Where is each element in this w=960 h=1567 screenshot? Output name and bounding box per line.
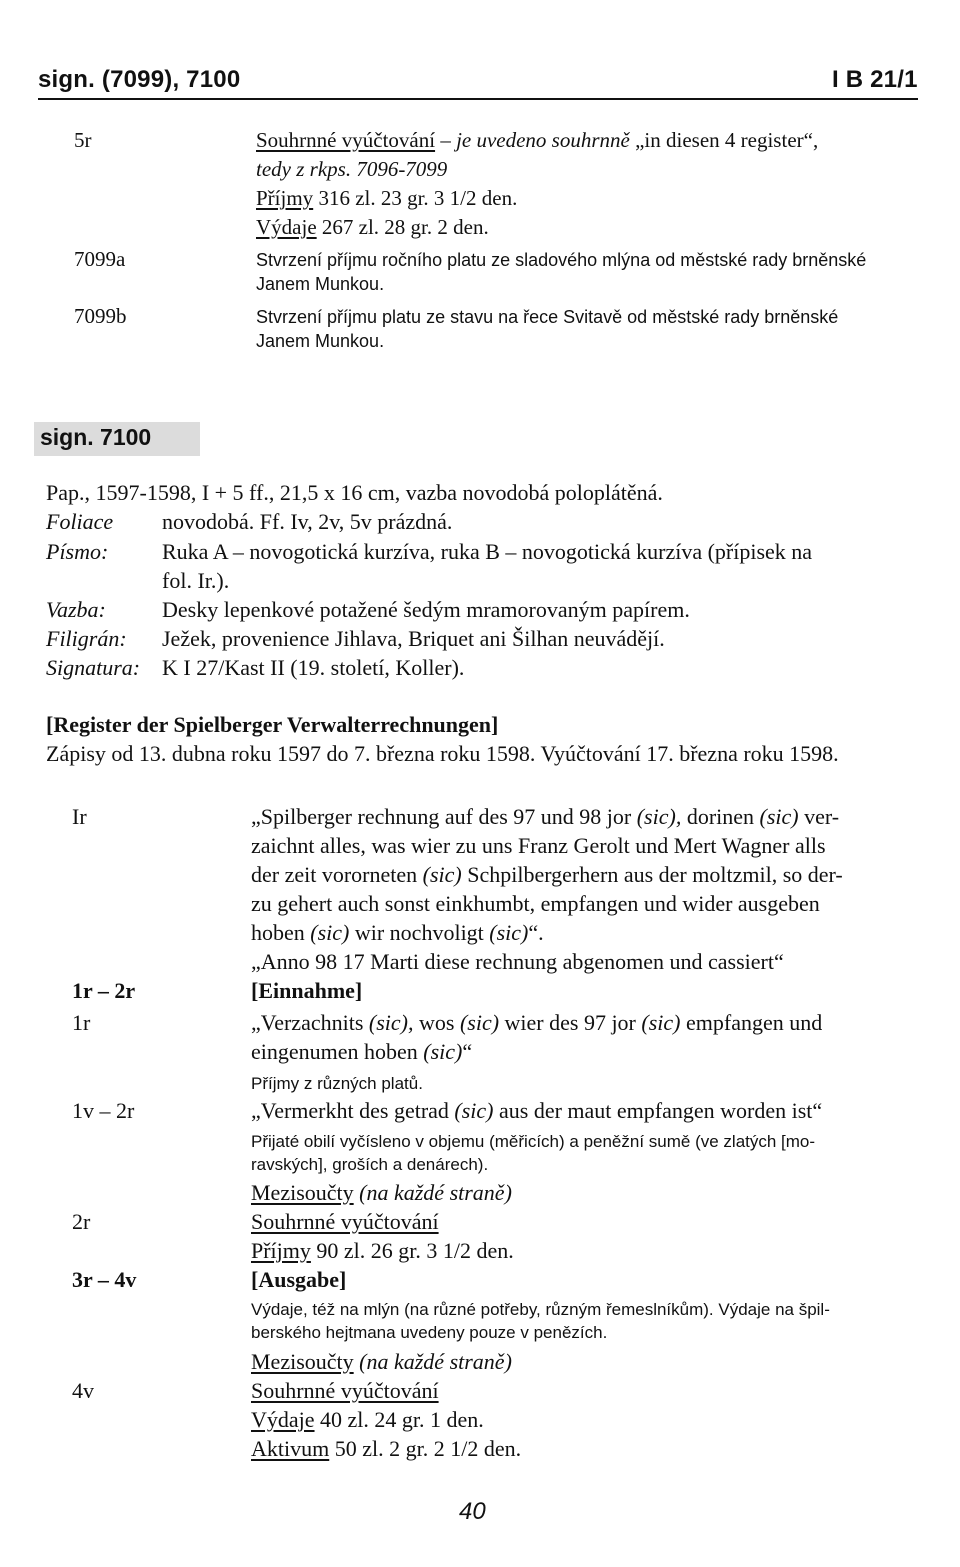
entry-5r-line1 [256, 126, 818, 155]
amount: 50 zl. 2 gr. 2 1/2 den. [329, 1436, 522, 1461]
quote: „in diesen 4 register“, [629, 128, 819, 152]
entry-2r-line1 [251, 1207, 439, 1237]
page-number: 40 [459, 1498, 486, 1525]
entry-Ir-line6: „Anno 98 17 Marti diese rechnung abgenomen und cassiert“ [251, 949, 784, 974]
txt: “ [462, 1039, 473, 1064]
note-italic: (na každé straně) [353, 1180, 512, 1205]
folio-1r: 1r [72, 1010, 91, 1035]
entry-1v-subtotals [251, 1178, 512, 1208]
heading-text: [Ausgabe] [251, 1267, 347, 1292]
txt: wier des 97 jor [499, 1010, 642, 1035]
label-vydaje: Výdaje [251, 1407, 315, 1432]
signatura-label [46, 653, 140, 683]
running-header-signature: sign. (7099), 7100 [38, 66, 241, 93]
folio-4v: 4v [72, 1378, 94, 1403]
folio-5r: 5r [74, 128, 92, 152]
txt: empfangen und [680, 1010, 823, 1035]
entry-1v-note1: Přijaté obilí vyčísleno v objemu (měřicích) a peněžní sumě (ve zlatých [mo- [251, 1132, 816, 1151]
sic: (sic), [636, 804, 682, 829]
note-italic-2: tedy z rkps. 7096-7099 [256, 157, 448, 181]
signatura-value: K I 27/Kast II (19. století, Koller). [162, 655, 465, 680]
label-souhrnne: Souhrnné vyúčtování [251, 1378, 439, 1403]
folio-3r-4v [72, 1265, 136, 1295]
entry-Ir-line4: zu gehert auch sonst einkhumbt, empfangen und wider ausgeben [251, 891, 820, 916]
txt: „Spilberger rechnung auf des 97 und 98 jor [251, 804, 637, 829]
entry-4v-line2 [251, 1405, 484, 1435]
sic: (sic), [368, 1010, 414, 1035]
filigran-value: Ježek, provenience Jihlava, Briquet ani Šilhan neuvádějí. [162, 626, 665, 651]
amount-vydaje: 267 zl. 28 gr. 2 den. [316, 215, 489, 239]
entry-5r-line4 [256, 213, 489, 242]
entry-7099a-line2: Janem Munkou. [256, 274, 385, 294]
txt: der zeit vororneten [251, 862, 423, 887]
txt: dorinen [681, 804, 760, 829]
foliace-value: novodobá. Ff. Iv, 2v, 5v prázdná. [162, 509, 453, 534]
txt: wir nochvoligt [349, 920, 490, 945]
txt: Schpilbergerhern aus der moltzmil, so der- [461, 862, 843, 887]
register-title-text: [Register der Spielberger Verwalterrechnungen] [46, 712, 499, 737]
note-italic: – je uvedeno souhrnně [435, 128, 630, 152]
sic: (sic) [310, 920, 350, 945]
txt: aus der maut empfangen worden ist“ [493, 1098, 823, 1123]
pismo-label-text: Písmo: [46, 539, 109, 564]
entry-4v-line3 [251, 1434, 521, 1464]
entry-5r-line3 [256, 184, 517, 213]
heading-text: [Einnahme] [251, 978, 363, 1003]
folio-7099b: 7099b [74, 304, 127, 328]
sic: (sic) [641, 1010, 681, 1035]
txt: hoben [251, 920, 311, 945]
pismo-label [46, 537, 108, 567]
ausgabe-subtotals [251, 1347, 512, 1377]
ausgabe-note1: Výdaje, též na mlýn (na různé potřeby, různým řemeslníkům). Výdaje na špil- [251, 1300, 830, 1319]
entry-1v-note2: ravských], groších a denárech). [251, 1155, 489, 1174]
sic: (sic) [422, 862, 462, 887]
folio-7099a: 7099a [74, 247, 126, 271]
txt: „Verzachnits [251, 1010, 369, 1035]
entry-1r-line2 [251, 1037, 472, 1067]
filigran-label [46, 624, 127, 654]
pismo-value-1: Ruka A – novogotická kurzíva, ruka B – novogotická kurzíva (přípisek na [162, 539, 813, 564]
folio-1r-2r [72, 976, 135, 1006]
folio-1v-2r: 1v – 2r [72, 1098, 135, 1123]
entry-1r-note: Příjmy z různých platů. [251, 1074, 423, 1093]
label-prijmy: Příjmy [251, 1238, 311, 1263]
entry-Ir-line2: zaichnt alles, was wier zu uns Franz Gerolt und Mert Wagner alls [251, 833, 826, 858]
entry-1r-line1 [251, 1008, 822, 1038]
note-italic: (na každé straně) [353, 1349, 512, 1374]
register-title [46, 710, 498, 740]
ausgabe-heading [251, 1265, 346, 1295]
pismo-value-2: fol. Ir.). [162, 568, 230, 593]
txt: ver- [798, 804, 840, 829]
label-vydaje: Výdaje [256, 215, 317, 239]
label-mezisoucty: Mezisoučty [251, 1180, 354, 1205]
foliace-label [46, 507, 113, 537]
sic: (sic) [454, 1098, 494, 1123]
sic: (sic) [489, 920, 529, 945]
txt: eingenumen hoben [251, 1039, 424, 1064]
sic: (sic) [759, 804, 799, 829]
label-aktivum: Aktivum [251, 1436, 330, 1461]
entry-Ir-line3 [251, 860, 843, 890]
register-dates: Zápisy od 13. dubna roku 1597 do 7. března roku 1598. Vyúčtování 17. března roku 1598. [46, 741, 839, 766]
vazba-label [46, 595, 106, 625]
foliace-label-text: Foliace [46, 509, 114, 534]
label-prijmy: Příjmy [256, 186, 314, 210]
folio-Ir: Ir [72, 804, 87, 829]
section-title: sign. 7100 [40, 424, 152, 450]
entry-2r-line2 [251, 1236, 514, 1266]
amount: 90 zl. 26 gr. 3 1/2 den. [310, 1238, 514, 1263]
entry-7099a-line1: Stvrzení příjmu ročního platu ze sladového mlýna od městské rady brněnské [256, 250, 867, 270]
folio-2r: 2r [72, 1209, 91, 1234]
label-souhrnne: Souhrnné vyúčtování [251, 1209, 439, 1234]
txt: “. [528, 920, 544, 945]
label-souhrnne: Souhrnné vyúčtování [256, 128, 436, 152]
sic: (sic) [423, 1039, 463, 1064]
entry-5r-line2 [256, 155, 447, 184]
entry-4v-line1 [251, 1376, 439, 1406]
header-rule [38, 98, 918, 100]
entry-Ir-line5 [251, 918, 544, 948]
amount-prijmy: 316 zl. 23 gr. 3 1/2 den. [313, 186, 518, 210]
sic: (sic) [459, 1010, 500, 1035]
vazba-label-text: Vazba: [46, 597, 106, 622]
entry-7099b-line2: Janem Munkou. [256, 331, 385, 351]
einnahme-heading [251, 976, 362, 1006]
signatura-label-text: Signatura: [46, 655, 141, 680]
entry-Ir-line1 [251, 802, 839, 832]
entry-1v-line1 [251, 1096, 822, 1126]
folio-text: 1r – 2r [72, 978, 136, 1003]
vazba-value: Desky lepenkové potažené šedým mramorovaným papírem. [162, 597, 690, 622]
txt: „Vermerkht des getrad [251, 1098, 455, 1123]
txt: wos [413, 1010, 460, 1035]
running-header-shelfmark: I B 21/1 [832, 66, 918, 93]
ausgabe-note2: berského hejtmana uvedeny pouze v penězích. [251, 1323, 608, 1342]
label-mezisoucty: Mezisoučty [251, 1349, 354, 1374]
amount: 40 zl. 24 gr. 1 den. [314, 1407, 484, 1432]
filigran-label-text: Filigrán: [46, 626, 127, 651]
entry-7099b-line1: Stvrzení příjmu platu ze stavu na řece Svitavě od městské rady brněnské [256, 307, 839, 327]
folio-text: 3r – 4v [72, 1267, 137, 1292]
physical-description: Pap., 1597-1598, I + 5 ff., 21,5 x 16 cm, vazba novodobá poloplátěná. [46, 480, 663, 505]
